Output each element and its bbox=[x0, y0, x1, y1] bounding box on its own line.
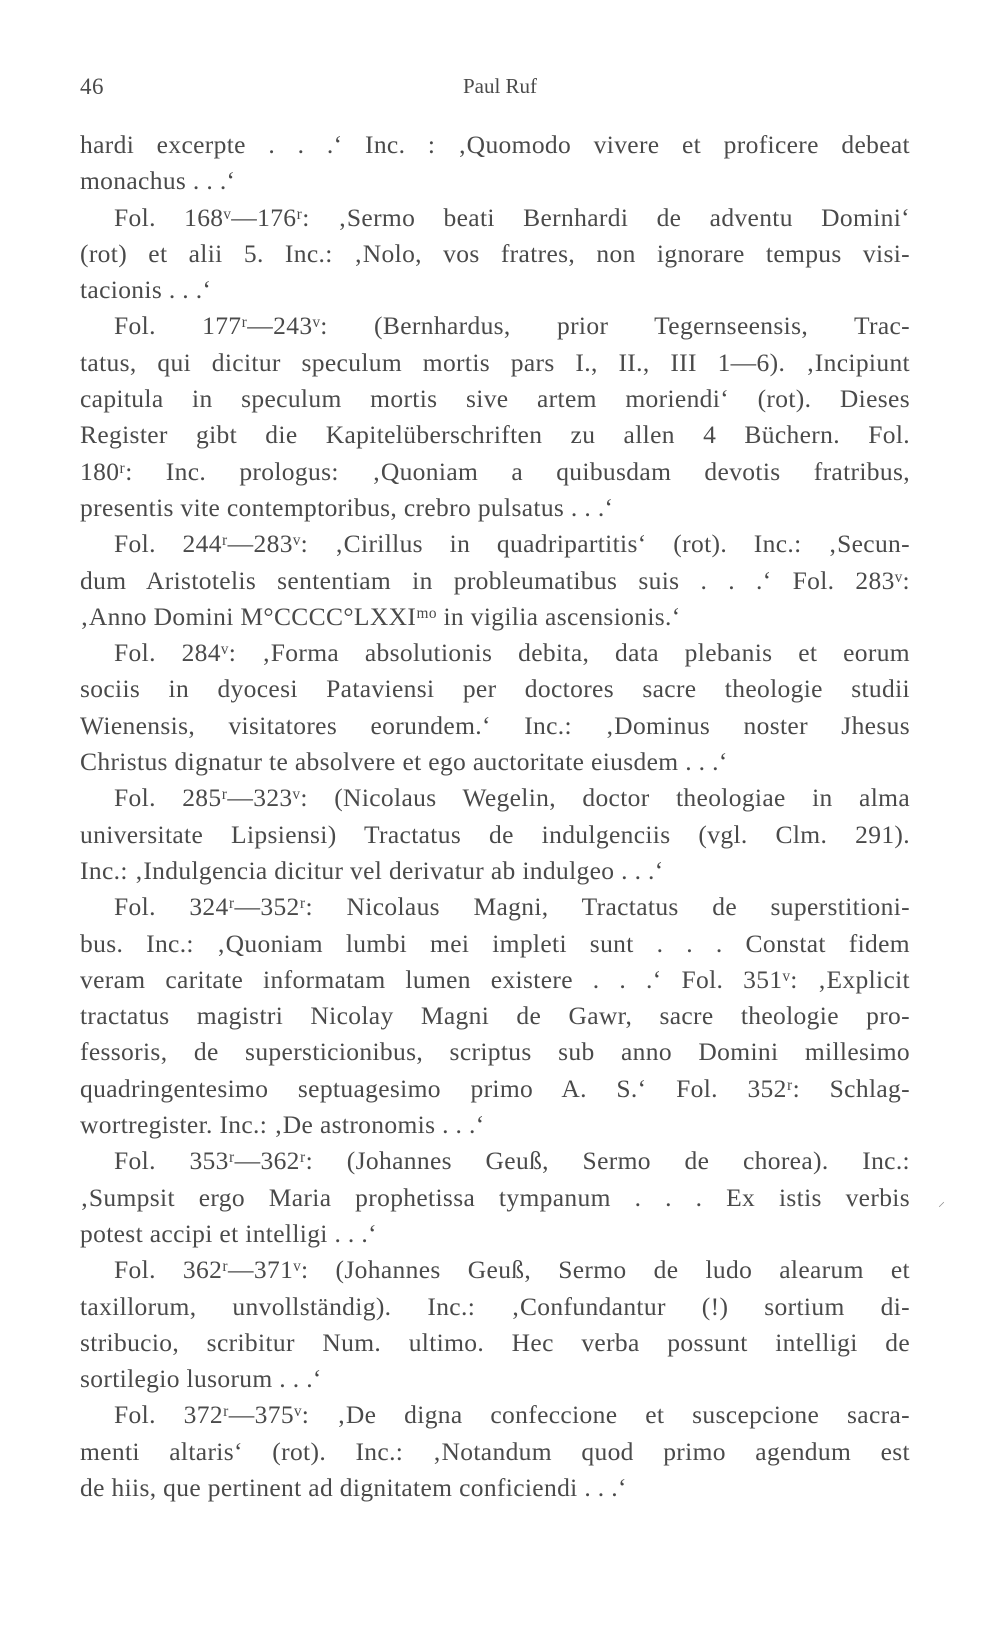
text-line: bus. Inc.: ‚Quoniam lumbi mei impleti sunt . . . Constat fidem bbox=[80, 928, 910, 958]
text-line: potest accipi et intelligi . . .‘ bbox=[80, 1218, 377, 1248]
text-line: Fol. 362ʳ—371ᵛ: (Johannes Geuß, Sermo de ludo alearum et bbox=[114, 1255, 910, 1285]
text-line: Fol. 168ᵛ—176ʳ: ‚Sermo beati Bernhardi de adventu Domini‘ bbox=[114, 202, 910, 232]
text-line: sortilegio lusorum . . .‘ bbox=[80, 1364, 322, 1394]
text-line: wortregister. Inc.: ‚De astronomis . . .‘ bbox=[80, 1110, 485, 1140]
text-line: Fol. 244ʳ—283ᵛ: ‚Cirillus in quadripartitis‘ (rot). Inc.: ‚Secun- bbox=[114, 529, 910, 559]
text-line: tatus, qui dicitur speculum mortis pars I., II., III 1—6). ‚Incipiunt bbox=[80, 347, 910, 377]
text-line: capitula in speculum mortis sive artem moriendi‘ (rot). Dieses bbox=[80, 384, 910, 414]
text-line: hardi excerpte . . .‘ Inc. : ‚Quomodo vivere et proficere debeat bbox=[80, 130, 910, 159]
text-line: (rot) et alii 5. Inc.: ‚Nolo, vos fratres, non ignorare tempus visi- bbox=[80, 238, 910, 268]
text-line: fessoris, de supersticionibus, scriptus sub anno Domini millesimo bbox=[80, 1037, 910, 1067]
running-head: Paul Ruf bbox=[462, 74, 538, 98]
text-line: taxillorum, unvollständig). Inc.: ‚Confundantur (!) sortium di- bbox=[80, 1291, 910, 1321]
text-line: veram caritate informatam lumen existere . . .‘ Fol. 351ᵛ: ‚Explicit bbox=[80, 964, 910, 994]
text-line: ‚Anno Domini M°CCCC°LXXIᵐᵒ in vigilia ascensionis.‘ bbox=[80, 601, 681, 631]
text-line: tacionis . . .‘ bbox=[80, 275, 212, 305]
text-line: sociis in dyocesi Pataviensi per doctores sacre theologie studii bbox=[80, 674, 910, 704]
text-line: stribucio, scribitur Num. ultimo. Hec verba possunt intelligi de bbox=[80, 1327, 910, 1357]
text-line: Fol. 284ᵛ: ‚Forma absolutionis debita, data plebanis et eorum bbox=[114, 638, 910, 668]
text-line: Register gibt die Kapitelüberschriften zu allen 4 Büchern. Fol. bbox=[80, 420, 910, 450]
text-line: monachus . . .‘ bbox=[80, 166, 236, 196]
text-line: ‚Sumpsit ergo Maria prophetissa tympanum . . . Ex istis verbis bbox=[80, 1182, 910, 1212]
text-line: Fol. 177ʳ—243ᵛ: (Bernhardus, prior Tegernseensis, Trac- bbox=[114, 311, 910, 341]
text-line: quadringentesimo septuagesimo primo A. S.‘ Fol. 352ʳ: Schlag- bbox=[80, 1073, 910, 1103]
text-line: presentis vite contemptoribus, crebro pulsatus . . .‘ bbox=[80, 492, 614, 522]
text-line: Fol. 353ʳ—362ʳ: (Johannes Geuß, Sermo de chorea). Inc.: bbox=[114, 1146, 910, 1176]
page-header bbox=[80, 74, 920, 106]
text-line: 180ʳ: Inc. prologus: ‚Quoniam a quibusdam devotis fratribus, bbox=[80, 456, 910, 486]
page-number: 46 bbox=[80, 74, 104, 99]
body-text bbox=[80, 127, 910, 1506]
text-line: Fol. 372ʳ—375ᵛ: ‚De digna confeccione et suscepcione sacra- bbox=[114, 1400, 910, 1430]
text-line: universitate Lipsiensi) Tractatus de indulgenciis (vgl. Clm. 291). bbox=[80, 819, 910, 849]
text-line: Christus dignatur te absolvere et ego auctoritate eiusdem . . .‘ bbox=[80, 747, 728, 777]
text-line: Inc.: ‚Indulgencia dicitur vel derivatur ab indulgeo . . .‘ bbox=[80, 855, 664, 885]
text-line: Wienensis, visitatores eorundem.‘ Inc.: ‚Dominus noster Jhesus bbox=[80, 710, 910, 740]
text-line: Fol. 285ʳ—323ᵛ: (Nicolaus Wegelin, doctor theologiae in alma bbox=[114, 783, 910, 813]
text-line: menti altaris‘ (rot). Inc.: ‚Notandum quod primo agendum est bbox=[80, 1436, 910, 1466]
text-line: dum Aristotelis sententiam in probleumatibus suis . . .‘ Fol. 283ᵛ: bbox=[80, 565, 910, 595]
text-line: de hiis, que pertinent ad dignitatem conficiendi . . .‘ bbox=[80, 1472, 627, 1502]
text-line: tractatus magistri Nicolay Magni de Gawr, sacre theologie pro- bbox=[80, 1001, 910, 1031]
margin-mark: ⸝ bbox=[938, 1195, 945, 1210]
text-line: Fol. 324ʳ—352ʳ: Nicolaus Magni, Tractatus de superstitioni- bbox=[114, 892, 910, 922]
